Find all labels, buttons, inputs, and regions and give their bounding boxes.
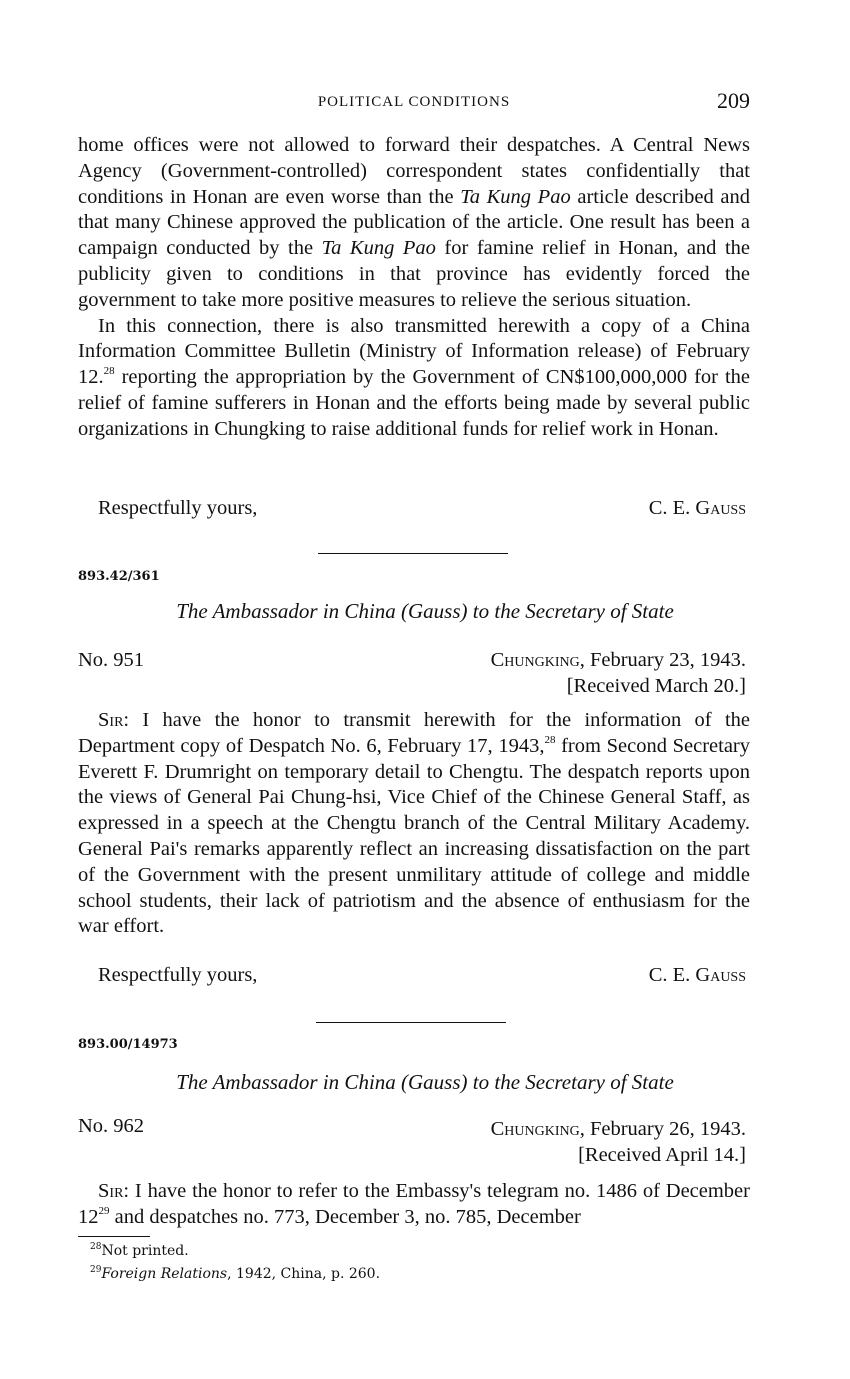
received-date: [Received April 14.] [578, 1144, 746, 1166]
document-title: The Ambassador in China (Gauss) to the Secretary of State [176, 1070, 674, 1094]
page-number: 209 [717, 88, 750, 113]
paragraph: Sir: I have the honor to refer to the Embassy's telegram no. 1486 of December $12^{29}$ and despatches no. 773, December 3, no. 785, December [78, 1180, 750, 1228]
salutation: Sir [98, 709, 124, 731]
footnote-ref: 29 [98, 1204, 110, 1217]
newspaper-name: Ta Kung Pao [321, 237, 436, 260]
signature: C. E. Gauss [648, 497, 746, 519]
signature: C. E. Gauss [648, 964, 746, 986]
paragraph: Sir: I have the honor to transmit herewith for the information of the Department copy of Despatch No. 6, February 17, 1943,28 from Second Secretary Everett F. Drumright on temporary detail to Chengtu. The despatch reports upon the views of General Pai Chung-hsi, Vice Chief of the Chinese General Staff, as expressed in a speech at the Chengtu branch of the Central Military Academy. General Pai's remarks apparently reflect an increasing dissatisfaction on the part of the Government with the present unmilitary attitude of college and middle school students, their lack of patriotism and the absence of enthusiasm for the war effort. [78, 709, 750, 938]
footnote: $^{29}$Foreign Relations, 1942, China, p. 260. [90, 1265, 381, 1282]
footnote: $^{28}$Not printed. [90, 1242, 189, 1259]
paragraph: home offices were not allowed to forward their despatches. A Central News Agency (Government-controlled) correspondent states confidentially that conditions in Honan are even worse than the Ta Kung Pao article described and that many Chinese approved the publication of the article. One result has been a campaign conducted by the Ta Kung Pao for famine relief in Honan, and the publicity given to conditions in that province has evidently forced the government to take more positive measures to relieve the serious situation. [78, 134, 751, 311]
file-number: 893.00/14973 [78, 1037, 178, 1052]
despatch-number: No. 951 [78, 649, 145, 671]
document-title: The Ambassador in China (Gauss) to the Secretary of State [176, 599, 674, 623]
file-number: 893.42/361 [78, 569, 160, 584]
footnote-mark: 28 [90, 1242, 102, 1252]
date: , February 23, 1943. [579, 649, 746, 671]
place: Chungking [490, 1118, 580, 1140]
running-head: POLITICAL CONDITIONS [317, 94, 511, 110]
despatch-number: No. 962 [78, 1115, 145, 1137]
doc1-body [78, 708, 750, 940]
place-date [491, 1118, 746, 1141]
place-date [491, 649, 746, 672]
footnote-ref: 28 [103, 365, 115, 378]
divider [318, 553, 508, 554]
salutation: Sir [98, 1180, 124, 1202]
received-date: [Received March 20.] [566, 675, 746, 697]
paragraph: In this connection, there is also transmitted herewith a copy of a China Information Committee Bulletin (Ministry of Information release) of February 12.28 reporting the appropriation by the Government of CN$100,000,000 for the relief of famine sufferers in Honan and the efforts being made by several public organizations in Chungking to raise additional funds for relief work in Honan. [78, 314, 750, 440]
divider [316, 1022, 506, 1023]
place: Chungking [490, 649, 580, 671]
footnote-rule [78, 1236, 150, 1237]
doc2-body [78, 1179, 750, 1231]
closing: Respectfully yours, [98, 964, 258, 986]
signature-block [78, 497, 750, 523]
date: , February 26, 1943. [579, 1118, 746, 1140]
page-header [78, 88, 750, 118]
newspaper-name: Ta Kung Pao [460, 185, 571, 208]
footnote-mark: 29 [90, 1265, 102, 1275]
section1-text [78, 133, 750, 443]
signature-block [78, 964, 750, 990]
footnote-ref: 28 [544, 733, 556, 746]
closing: Respectfully yours, [98, 497, 258, 519]
